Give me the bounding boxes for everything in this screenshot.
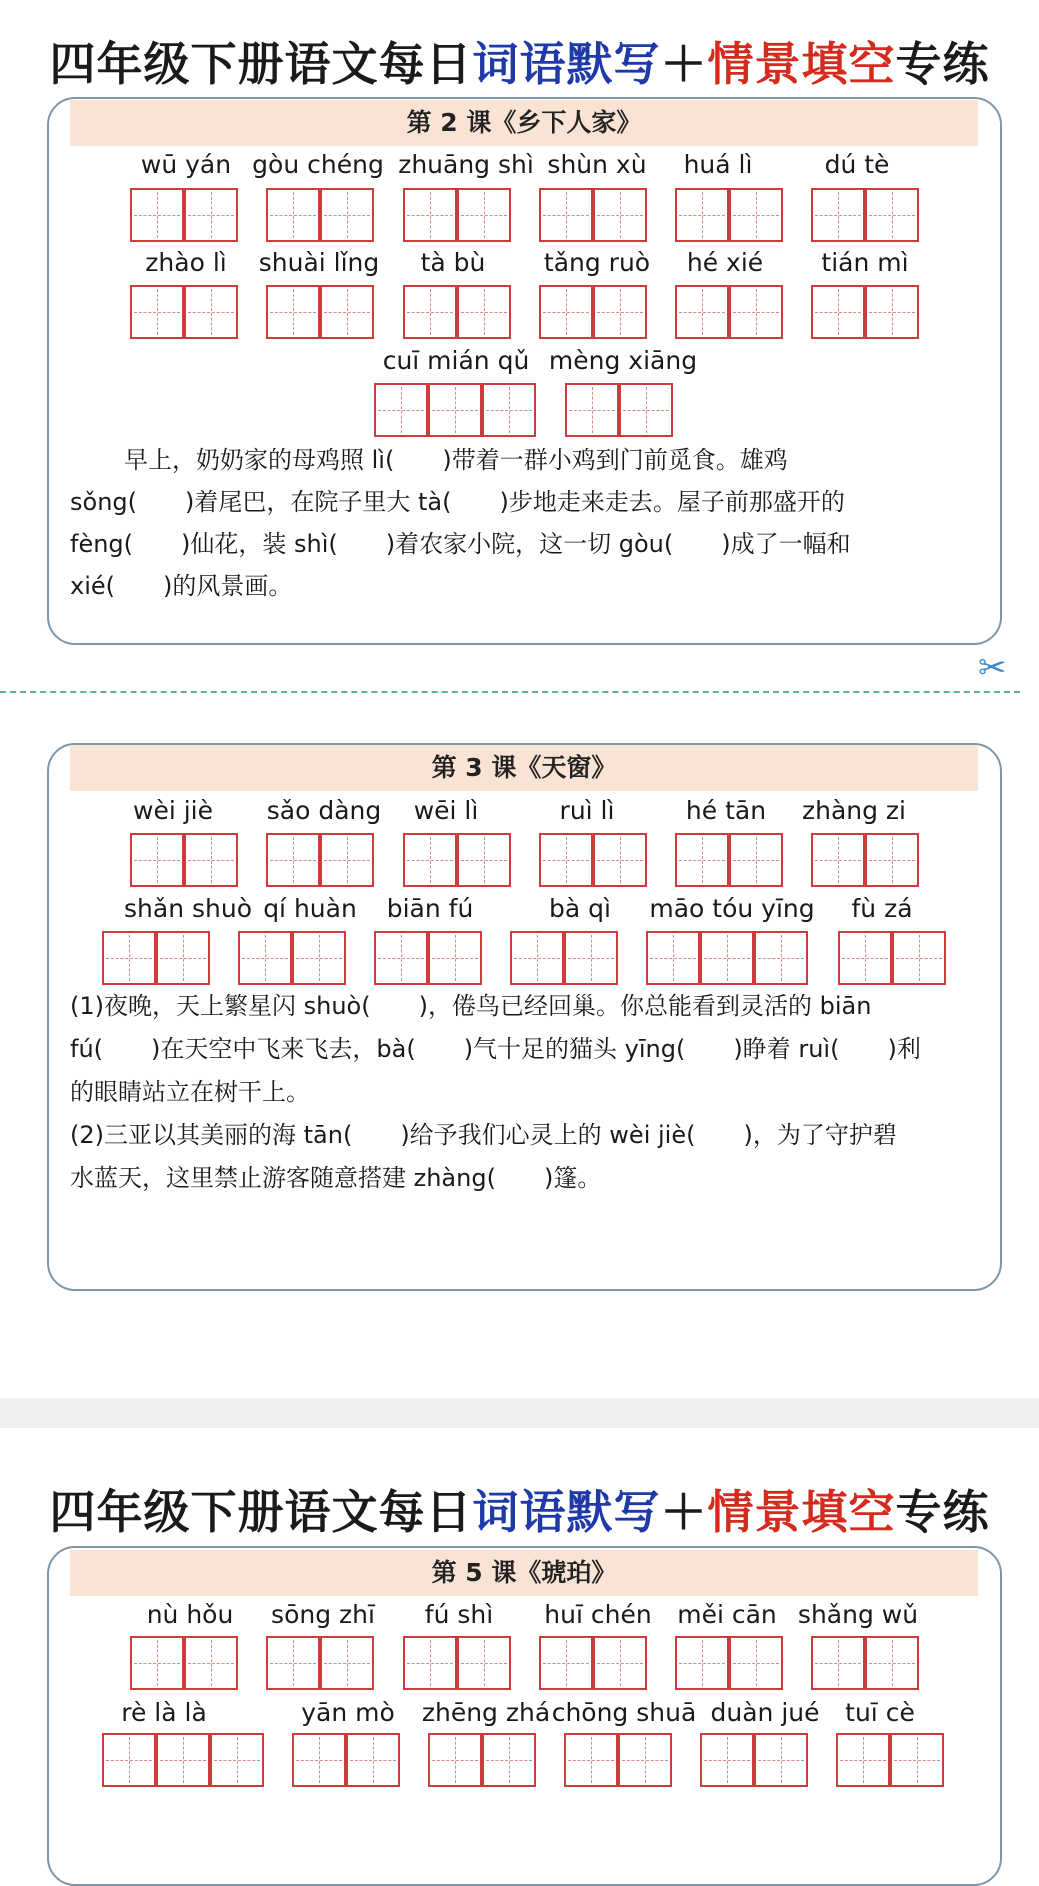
- pinyin-label: rè là là: [121, 1698, 207, 1727]
- pinyin-label: huá lì: [683, 150, 753, 179]
- pinyin-label: zhēng zhá: [421, 1698, 551, 1727]
- pinyin-label: chōng shuā: [551, 1698, 697, 1727]
- pinyin-label: sǎo dàng: [266, 796, 382, 825]
- passage-line: fú( )在天空中飞来飞去，bà( )气十足的猫头 yīng( )睁着 ruì( )利: [70, 1035, 921, 1063]
- pinyin-label: fú shì: [424, 1600, 494, 1629]
- title-part2: 专练: [895, 37, 990, 91]
- page-separator: [0, 1398, 1039, 1428]
- cut-line: [0, 691, 1020, 693]
- pinyin-label: bà qì: [549, 894, 611, 923]
- passage-line: xié( )的风景画。: [70, 572, 293, 600]
- passage-line: sǒng( )着尾巴，在院子里大 tà( )步地走来走去。屋子前那盛开的: [70, 488, 845, 516]
- pinyin-label: wū yán: [140, 150, 232, 179]
- pinyin-label: nù hǒu: [146, 1600, 234, 1629]
- title-highlight-red: 情景填空: [707, 37, 896, 91]
- pinyin-label: měi cān: [677, 1600, 777, 1629]
- page-title: [0, 1476, 1039, 1542]
- passage-line: (1)夜晚，天上繁星闪 shuò( )，倦鸟已经回巢。你总能看到灵活的 biān: [70, 992, 872, 1020]
- pinyin-label: wèi jiè: [133, 796, 213, 825]
- pinyin-label: tà bù: [420, 248, 486, 277]
- pinyin-label: biān fú: [386, 894, 474, 923]
- title-plus: ＋: [660, 37, 708, 91]
- pinyin-label: shùn xù: [547, 150, 647, 179]
- pinyin-label: shǎng wǔ: [797, 1600, 919, 1629]
- pinyin-label: zhàng zi: [801, 796, 907, 825]
- page-title: [0, 28, 1039, 94]
- passage-line: (2)三亚以其美丽的海 tān( )给予我们心灵上的 wèi jiè( )，为了守护碧: [70, 1121, 897, 1149]
- pinyin-label: zhuāng shì: [398, 150, 534, 179]
- title-plus: ＋: [660, 1485, 708, 1539]
- pinyin-label: yān mò: [301, 1698, 395, 1727]
- pinyin-label: fù zá: [851, 894, 913, 923]
- pinyin-label: ruì lì: [559, 796, 615, 825]
- pinyin-label: duàn jué: [710, 1698, 820, 1727]
- passage-line: 的眼睛站立在树干上。: [70, 1078, 310, 1106]
- pinyin-label: tuī cè: [845, 1698, 915, 1727]
- pinyin-label: tǎng ruò: [543, 248, 651, 277]
- pinyin-label: hé xié: [686, 248, 764, 277]
- passage-line: fèng( )仙花，装 shì( )着农家小院，这一切 gòu( )成了一幅和: [70, 530, 851, 558]
- title-highlight-red: 情景填空: [707, 1485, 896, 1539]
- title-part2: 专练: [895, 1485, 990, 1539]
- pinyin-label: zhào lì: [145, 248, 227, 277]
- pinyin-label: shuài lǐng: [258, 248, 380, 277]
- passage-line: 早上，奶奶家的母鸡照 lì( )带着一群小鸡到门前觅食。雄鸡: [124, 446, 788, 474]
- pinyin-label: tián mì: [821, 248, 909, 277]
- pinyin-label: wēi lì: [413, 796, 479, 825]
- lesson-header: 第 5 课《琥珀》: [70, 1550, 978, 1596]
- pinyin-label: gòu chéng: [252, 150, 384, 179]
- passage-line: 水蓝天，这里禁止游客随意搭建 zhàng( )篷。: [70, 1164, 602, 1192]
- title-highlight-blue: 词语默写: [472, 37, 661, 91]
- pinyin-label: cuī mián qǔ: [382, 346, 530, 375]
- pinyin-label: shǎn shuò: [124, 894, 252, 923]
- scissors-icon: ✂: [978, 648, 1007, 688]
- pinyin-label: qí huàn: [263, 894, 357, 923]
- pinyin-label: sōng zhī: [271, 1600, 375, 1629]
- title-part1: 四年级下册语文每日: [49, 1485, 473, 1539]
- pinyin-label: hé tān: [685, 796, 767, 825]
- title-part1: 四年级下册语文每日: [49, 37, 473, 91]
- pinyin-label: mèng xiāng: [548, 346, 698, 375]
- lesson-header: 第 2 课《乡下人家》: [70, 100, 978, 146]
- title-highlight-blue: 词语默写: [472, 1485, 661, 1539]
- pinyin-label: māo tóu yīng: [649, 894, 815, 923]
- pinyin-label: huī chén: [544, 1600, 652, 1629]
- lesson-header: 第 3 课《天窗》: [70, 745, 978, 791]
- pinyin-label: dú tè: [824, 150, 890, 179]
